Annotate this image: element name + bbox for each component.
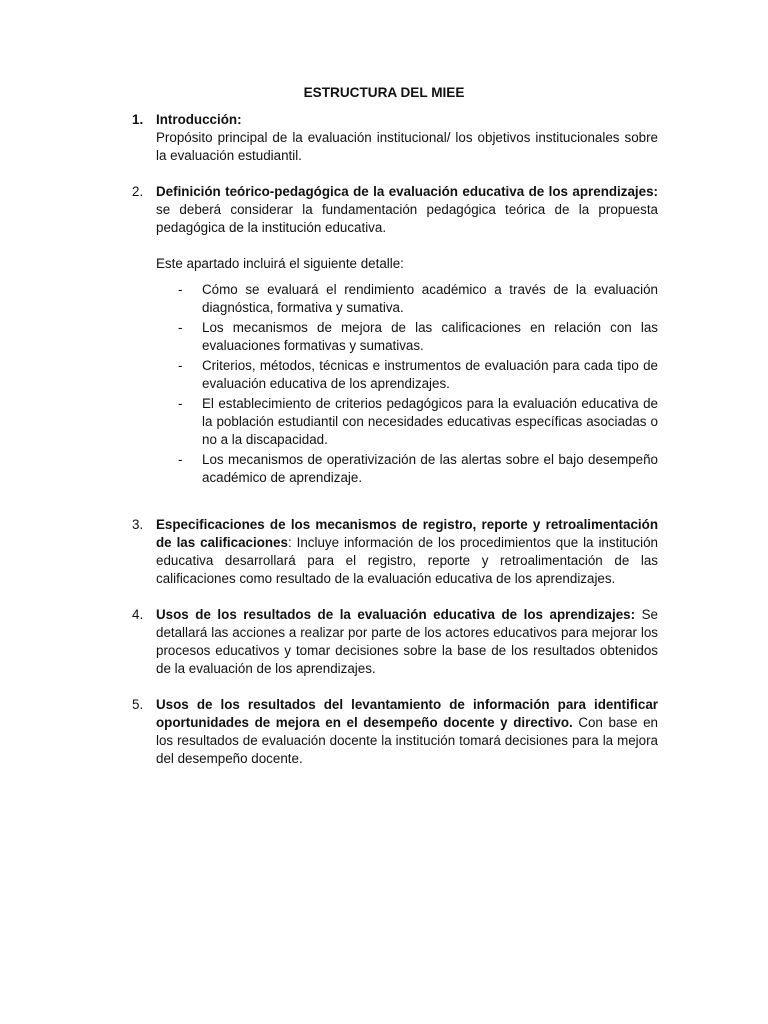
section-number: 5. bbox=[132, 697, 144, 712]
section-number: 3. bbox=[132, 517, 144, 532]
section-text: Propósito principal de la evaluación institucional/ los objetivos institucionales sobre la evaluación estudiantil. bbox=[156, 130, 658, 163]
list-item-text: Criterios, métodos, técnicas e instrumentos de evaluación para cada tipo de evaluación educativa de los aprendizajes. bbox=[202, 358, 658, 391]
section-number: 2. bbox=[132, 184, 144, 199]
section-usos-levantamiento bbox=[132, 696, 658, 768]
list-item bbox=[156, 319, 658, 355]
list-item-text: El establecimiento de criterios pedagógicos para la evaluación educativa de la población estudiantil con necesidades educativas específicas asociadas o no a la discapacidad. bbox=[202, 396, 658, 447]
dash-marker: - bbox=[178, 452, 183, 467]
list-item bbox=[156, 395, 658, 449]
section-heading: Usos de los resultados del levantamiento de información para identificar oportunidades de mejora en el desempeño docente y directivo. bbox=[156, 697, 658, 730]
list-item-text: Los mecanismos de operativización de las alertas sobre el bajo desempeño académico de aprendizaje. bbox=[202, 452, 658, 485]
section-heading: Definición teórico-pedagógica de la evaluación educativa de los aprendizajes: bbox=[156, 184, 658, 199]
list-item bbox=[156, 451, 658, 487]
section-definicion bbox=[132, 183, 658, 489]
dash-marker: - bbox=[178, 282, 183, 297]
section-text: se deberá considerar la fundamentación pedagógica teórica de la propuesta pedagógica de la institución educativa. bbox=[156, 202, 658, 235]
section-introduccion bbox=[132, 111, 658, 165]
section-usos-resultados bbox=[132, 606, 658, 678]
section-heading: Especificaciones de los mecanismos de registro, reporte y retroalimentación de las calificaciones bbox=[156, 517, 658, 550]
list-item bbox=[156, 281, 658, 317]
section-number: 4. bbox=[132, 607, 144, 622]
section-number: 1. bbox=[132, 112, 144, 127]
section-text: Con base en los resultados de evaluación docente la institución tomará decisiones para la mejora del desempeño docente. bbox=[156, 715, 658, 766]
list-item-text: Cómo se evaluará el rendimiento académico a través de la evaluación diagnóstica, formativa y sumativa. bbox=[202, 282, 658, 315]
section-heading: Usos de los resultados de la evaluación educativa de los aprendizajes: bbox=[156, 607, 636, 622]
list-item-text: Los mecanismos de mejora de las calificaciones en relación con las evaluaciones formativas y sumativas. bbox=[202, 320, 658, 353]
section-intro: Este apartado incluirá el siguiente detalle: bbox=[156, 256, 404, 271]
section-text: Se detallará las acciones a realizar por parte de los actores educativos para mejorar los procesos educativos y tomar decisiones sobre la base de los resultados obtenidos de la evaluación de los aprendizajes. bbox=[156, 607, 658, 676]
section-heading: Introducción: bbox=[156, 112, 242, 127]
section-especificaciones bbox=[132, 516, 658, 588]
dash-marker: - bbox=[178, 320, 183, 335]
dash-marker: - bbox=[178, 396, 183, 411]
dash-marker: - bbox=[178, 358, 183, 373]
section-text: : Incluye información de los procedimientos que la institución educativa desarrollará para el registro, reporte y retroalimentación de las calificaciones como resultado de la evaluación educativa de los aprendizajes. bbox=[156, 535, 658, 586]
document-title: ESTRUCTURA DEL MIEE bbox=[303, 85, 465, 100]
detail-list bbox=[156, 281, 658, 487]
list-item bbox=[156, 357, 658, 393]
